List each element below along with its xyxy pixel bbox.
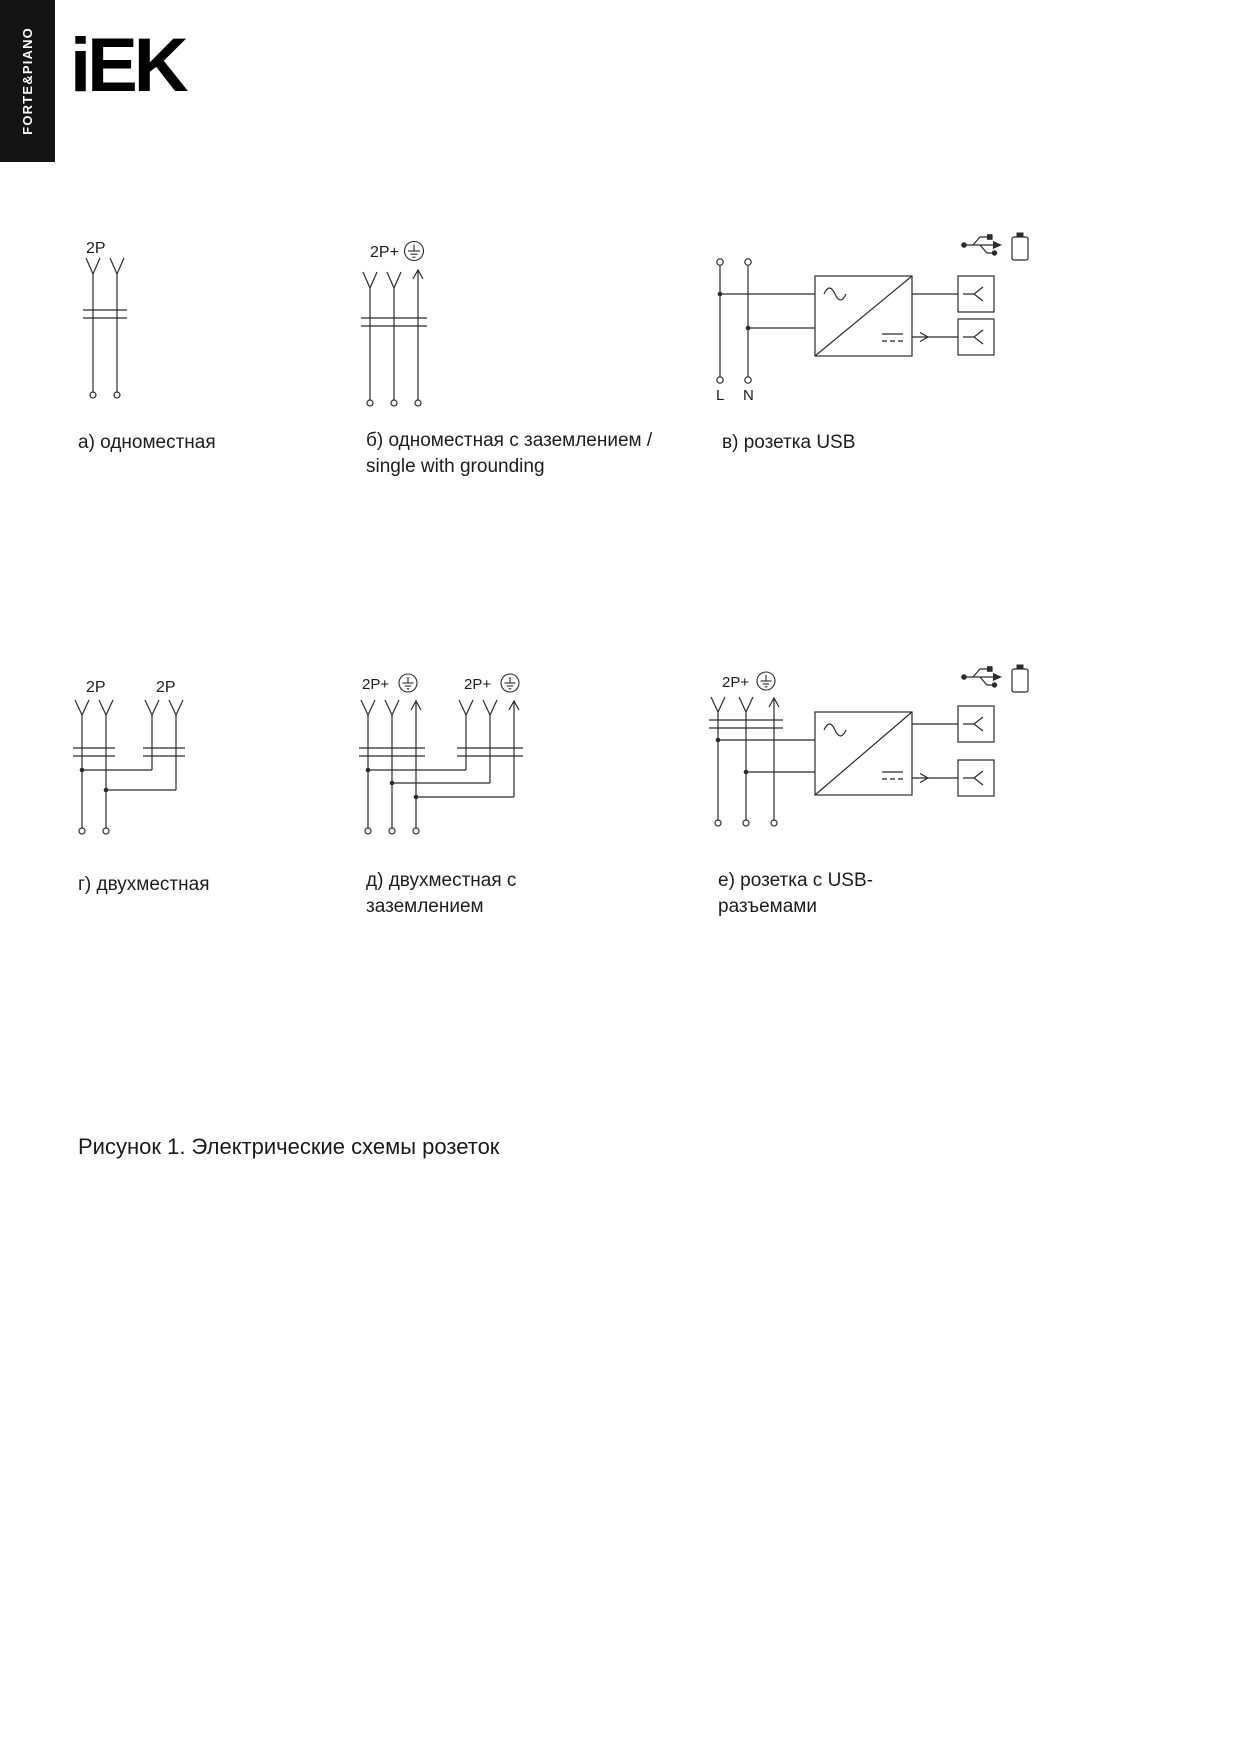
diagram-v-schematic bbox=[700, 228, 1045, 420]
junction-dot bbox=[366, 768, 371, 773]
diagram-b-caption-ru: б) одноместная с заземлением / bbox=[366, 430, 653, 451]
terminal bbox=[743, 820, 749, 826]
junction-dot bbox=[716, 738, 721, 743]
ground-symbol-icon bbox=[501, 674, 519, 692]
terminal bbox=[413, 828, 419, 834]
usb-port-icon bbox=[958, 276, 994, 312]
terminal bbox=[771, 820, 777, 826]
brand-banner-text: FORTE&PIANO bbox=[20, 27, 35, 135]
output-lines bbox=[912, 724, 958, 783]
pole-label-g2: 2P bbox=[156, 679, 176, 696]
junction-dot bbox=[104, 788, 109, 793]
output-lines bbox=[912, 294, 958, 342]
diagram-d-caption-line1: д) двухместная с bbox=[366, 870, 517, 891]
terminal bbox=[717, 259, 723, 265]
ac-dc-converter-box bbox=[815, 276, 912, 356]
usb-port-icon bbox=[958, 706, 994, 742]
diagram-d-schematic bbox=[352, 663, 537, 853]
ac-sine-icon bbox=[824, 288, 846, 300]
terminal bbox=[717, 377, 723, 383]
junction-dot bbox=[718, 292, 723, 297]
pole-label-a: 2P bbox=[86, 240, 106, 257]
battery-icon bbox=[1012, 233, 1028, 261]
diagram-e-caption-line2: разъемами bbox=[718, 896, 817, 917]
terminal bbox=[389, 828, 395, 834]
terminal bbox=[391, 400, 397, 406]
diagram-e-schematic bbox=[700, 660, 1045, 852]
terminal bbox=[367, 400, 373, 406]
supply-lines bbox=[720, 265, 815, 377]
figure-caption: Рисунок 1. Электрические схемы розеток bbox=[78, 1134, 500, 1159]
terminal bbox=[114, 392, 120, 398]
junction-dot bbox=[390, 781, 395, 786]
line-label: L bbox=[716, 387, 725, 404]
diagram-g-caption: г) двухместная bbox=[78, 874, 210, 895]
pole-label-d2: 2P+ bbox=[464, 676, 492, 693]
diagram-a-schematic bbox=[68, 230, 198, 420]
pole-label-d1: 2P+ bbox=[362, 676, 390, 693]
socket-contacts bbox=[361, 270, 427, 400]
neutral-label: N bbox=[743, 387, 754, 404]
ground-symbol-icon bbox=[399, 674, 417, 692]
ac-dc-converter-box bbox=[815, 712, 912, 795]
terminal bbox=[90, 392, 96, 398]
usb-port-icon bbox=[958, 319, 994, 355]
socket-contacts bbox=[83, 258, 127, 392]
usb-port-icon bbox=[958, 760, 994, 796]
junction-dot bbox=[746, 326, 751, 331]
junction-dot bbox=[80, 768, 85, 773]
diagram-b-caption bbox=[366, 428, 652, 480]
battery-icon bbox=[1012, 665, 1028, 693]
diagram-d-caption bbox=[366, 868, 516, 920]
diagram-e-caption-line1: е) розетка с USB- bbox=[718, 870, 873, 891]
terminal bbox=[365, 828, 371, 834]
terminal bbox=[415, 400, 421, 406]
terminal bbox=[745, 259, 751, 265]
ground-symbol-icon bbox=[757, 672, 775, 690]
terminal bbox=[745, 377, 751, 383]
diagram-b-schematic bbox=[356, 230, 496, 425]
diagram-e-caption bbox=[718, 868, 873, 920]
socket-contacts bbox=[359, 700, 523, 828]
diagram-b-caption-en: single with grounding bbox=[366, 456, 545, 477]
terminal bbox=[715, 820, 721, 826]
diagram-g-schematic bbox=[64, 663, 204, 853]
diagram-v-caption: в) розетка USB bbox=[722, 432, 856, 453]
socket-contacts bbox=[73, 700, 185, 828]
diagram-a-caption: а) одноместная bbox=[78, 432, 216, 453]
pole-label-e: 2P+ bbox=[722, 674, 750, 691]
ac-sine-icon bbox=[824, 724, 846, 736]
usb-icon bbox=[961, 666, 1002, 688]
diagram-d-caption-line2: заземлением bbox=[366, 896, 484, 917]
pole-label-b: 2P+ bbox=[370, 244, 399, 261]
ground-symbol-icon bbox=[405, 242, 424, 261]
pole-label-g1: 2P bbox=[86, 679, 106, 696]
iek-logo: iEK bbox=[70, 23, 185, 108]
terminal bbox=[103, 828, 109, 834]
socket-contacts bbox=[709, 697, 815, 820]
junction-dot bbox=[744, 770, 749, 775]
junction-dot bbox=[414, 795, 419, 800]
brand-banner bbox=[0, 0, 55, 162]
usb-icon bbox=[961, 234, 1002, 256]
terminal bbox=[79, 828, 85, 834]
